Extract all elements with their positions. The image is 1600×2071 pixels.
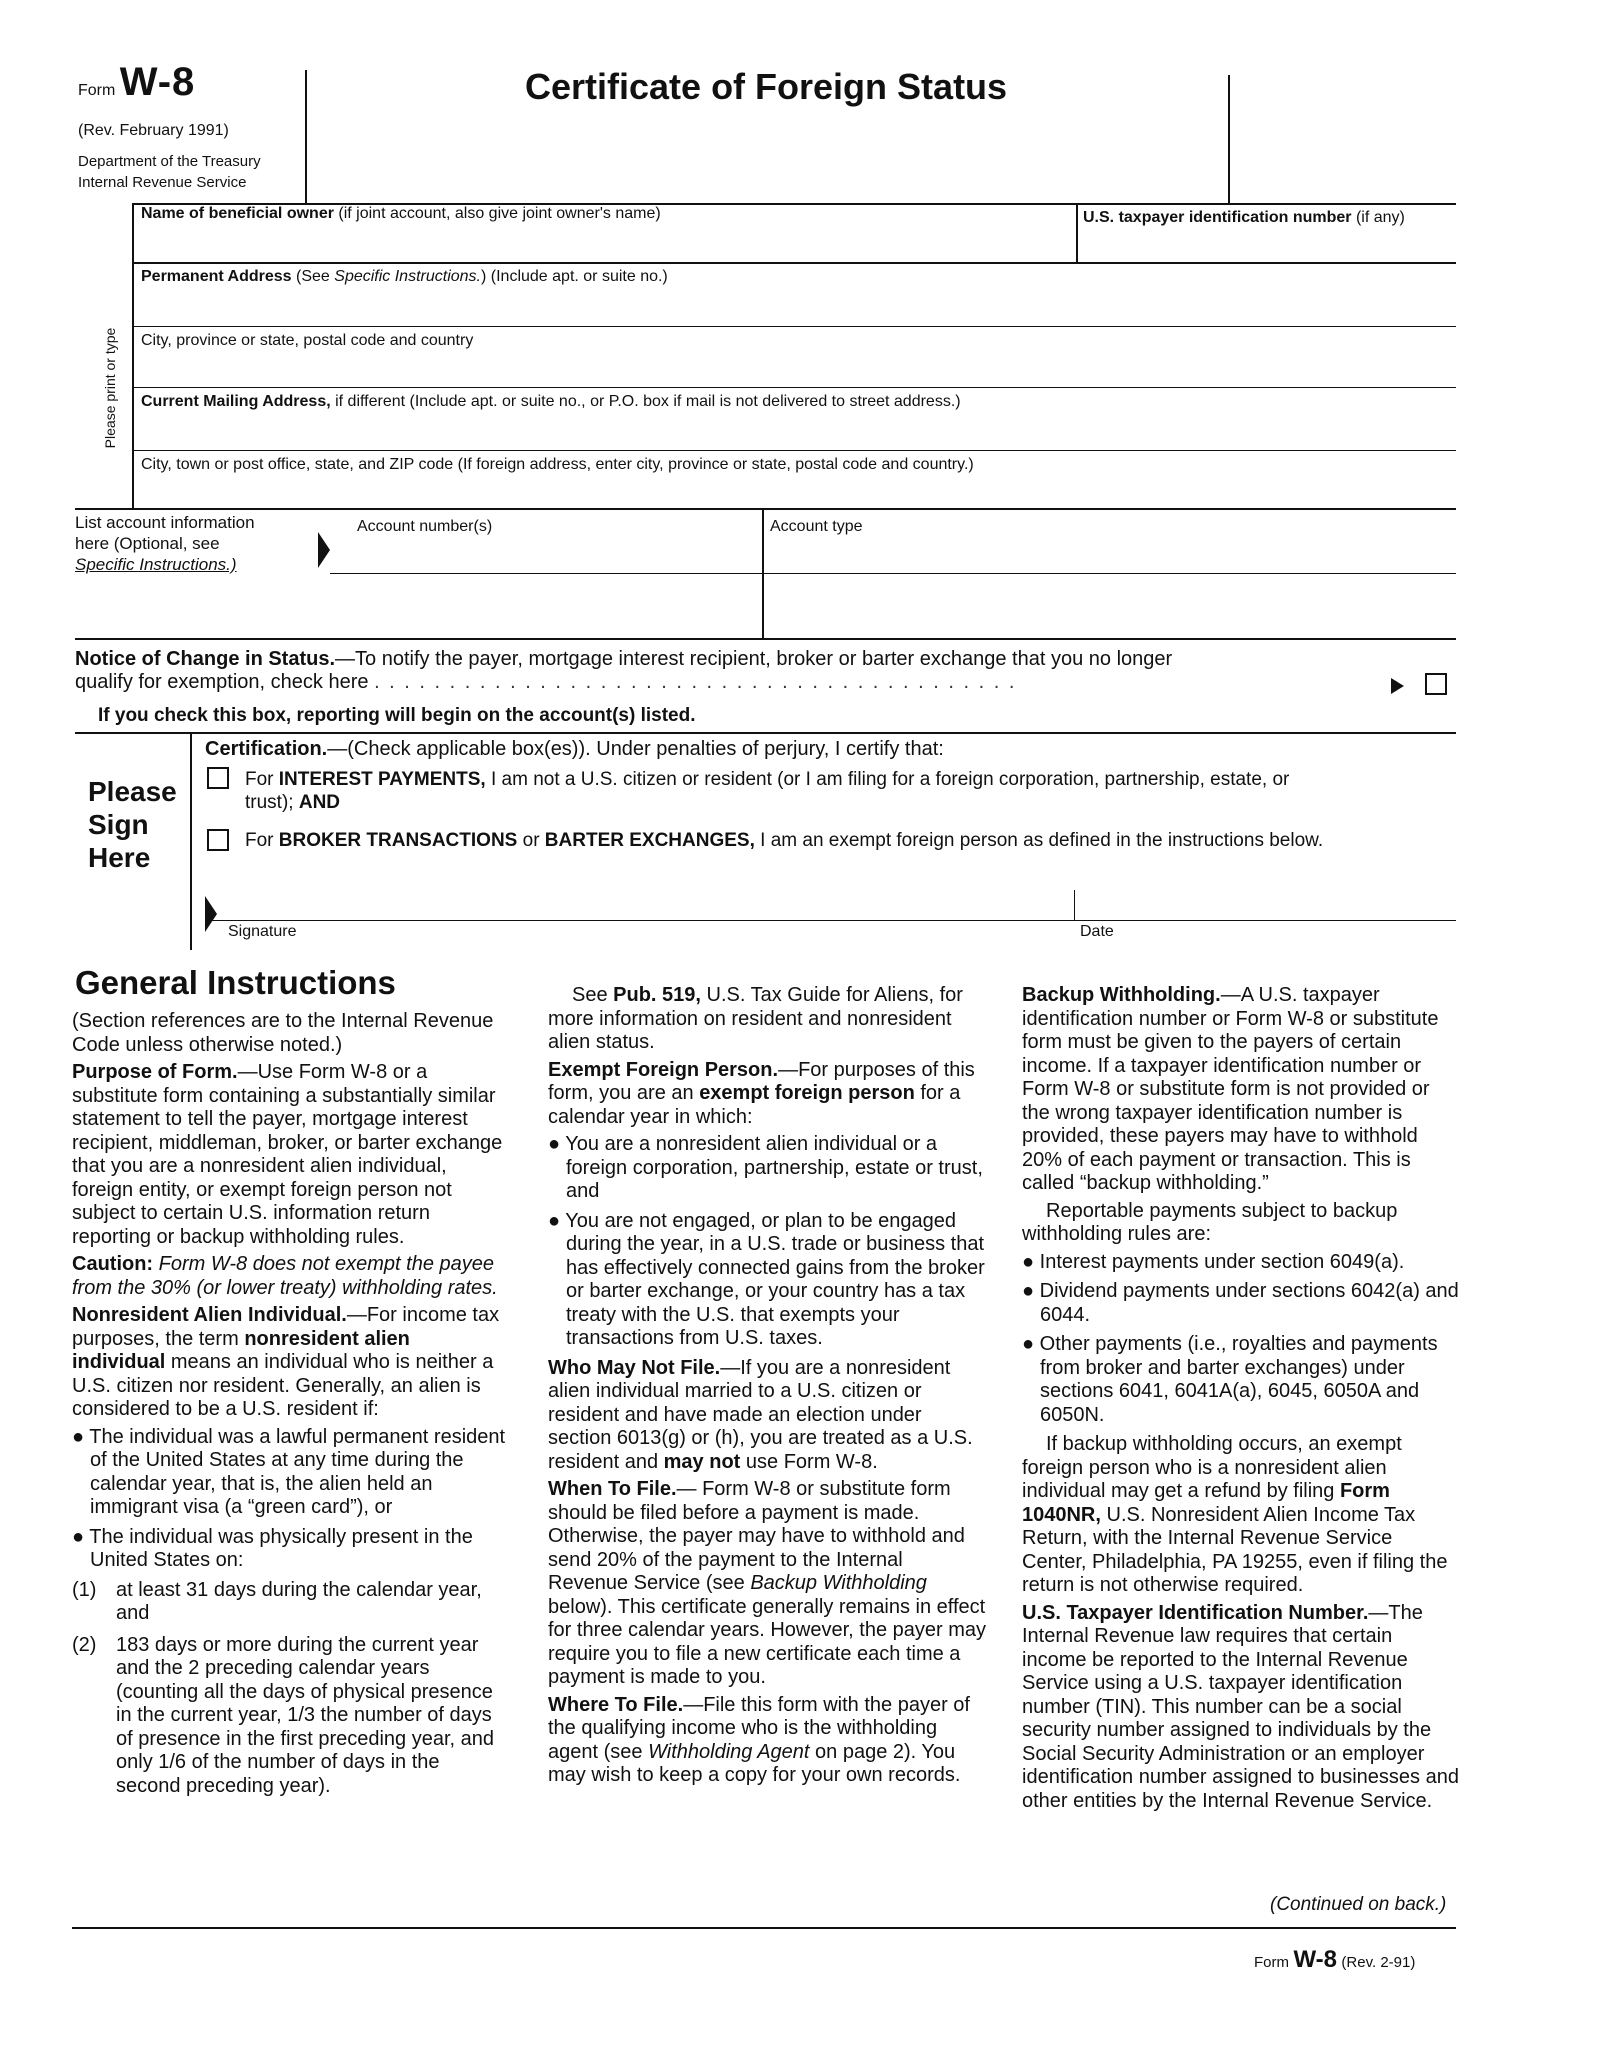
purpose-paragraph: Purpose of Form.—Use Form W-8 or a substitute form containing a substantially similar statement to tell the payer, mortgage interest recipient, middleman, broker, or barter exchange that you are a nonresident alien individual, foreign entity, or exempt foreign person not subject to certain U.S. information return reporting or backup withholding rules. — [72, 1061, 503, 1248]
list-item: (2) 183 days or more during the current year and the 2 preceding calendar years (counting all the days of physical presence in the current year, 1/3 the number of days of presence in the first preceding year, and only 1/6 of the number of days in the second preceding year). — [72, 1633, 495, 1797]
backup-withholding-paragraph: Backup Withholding.—A U.S. taxpayer identification number or Form W-8 or substitute form must be given to the payers of certain income. If a taxpayer identification number or Form W-8 or substitute form is not provided or the wrong taxpayer identification number is provided, these payers may have to withhold 20% of each payment or transaction. This is called “backup withholding.” — [1022, 984, 1439, 1194]
tin-divider — [1076, 203, 1078, 263]
who-may-not-file-paragraph: Who May Not File.—If you are a nonresident alien individual married to a U.S. citizen or resident and have made an election under section 6013(g) or (h), you are treated as a U.S. resident and may not use Form W-8. — [548, 1356, 973, 1473]
name-field-label: Name of beneficial owner (if joint account, also give joint owner's name) — [141, 205, 661, 222]
date-divider — [1074, 890, 1075, 920]
refund-paragraph: If backup withholding occurs, an exempt foreign person who is a nonresident alien individual may get a refund by filing Form 1040NR, U.S. Nonresident Alien Income Tax Return, with the Internal Revenue Service Center, Philadelphia, PA 19255, even if filing the return is not otherwise required. — [1022, 1433, 1448, 1596]
header-divider-left — [305, 70, 307, 205]
form-number: W-8 — [119, 60, 196, 104]
nonresident-paragraph: Nonresident Alien Individual.—For income tax purposes, the term nonresident alien individual means an individual who is neither a U.S. citizen nor resident. Generally, an alien is considered to be a U.S. resident if: — [72, 1304, 500, 1420]
form-id — [78, 60, 195, 105]
account-type-label: Account type — [770, 518, 863, 535]
date-input[interactable] — [1080, 890, 1450, 918]
instructions-heading: General Instructions — [75, 964, 396, 1001]
account-type-input-2[interactable] — [770, 578, 1450, 634]
city-town-label: City, town or post office, state, and ZIP code (If foreign address, enter city, province or state, postal code and country.) — [141, 456, 974, 473]
notice-of-change-checkbox[interactable] — [1425, 673, 1447, 695]
list-item: ● You are a nonresident alien individual or a foreign corporation, partnership, estate or trust, and — [548, 1133, 983, 1202]
broker-transactions-statement: For BROKER TRANSACTIONS or BARTER EXCHANGES, I am an exempt foreign person as defined in the instructions below. — [245, 830, 1324, 851]
exempt-paragraph: Exempt Foreign Person.—For purposes of this form, you are an exempt foreign person for a calendar year in which: — [548, 1058, 975, 1128]
header-divider-right — [1228, 75, 1230, 205]
rule-after-account — [75, 638, 1456, 640]
list-item: ● Other payments (i.e., royalties and payments from broker and barter exchanges) under sections 6041, 6041A(a), 6045, 6050A and 6050N. — [1022, 1333, 1438, 1426]
interest-payments-statement: For INTEREST PAYMENTS, I am not a U.S. citizen or resident (or I am filing for a foreign corporation, partnership, estate, or trust); AND — [245, 769, 1290, 813]
signature-label: Signature — [228, 923, 297, 940]
signature-input[interactable] — [220, 890, 1060, 918]
list-item: ● You are not engaged, or plan to be engaged during the year, in a U.S. trade or business that has effectively connected gains from the broker or barter exchange, or your country has a tax treaty with the U.S. that exempts your transactions from U.S. taxes. — [548, 1209, 985, 1349]
account-number-label: Account number(s) — [357, 518, 493, 535]
arrow-icon — [318, 532, 330, 568]
side-label: Please print or type — [102, 327, 118, 449]
broker-transactions-checkbox[interactable] — [207, 829, 229, 851]
list-item: ● Dividend payments under sections 6042(a) and 6044. — [1022, 1280, 1459, 1326]
account-row-rule — [330, 573, 1456, 574]
rule-before-sign — [75, 732, 1456, 734]
sign-block-divider — [190, 732, 192, 950]
tin-input[interactable] — [1083, 232, 1453, 262]
rule-after-mailing-address — [132, 450, 1456, 451]
date-label: Date — [1080, 923, 1114, 940]
signature-line — [205, 920, 1456, 921]
form-header — [0, 0, 1600, 205]
tin-field-label: U.S. taxpayer identification number (if any) — [1083, 209, 1405, 226]
form-title: Certificate of Foreign Status — [525, 66, 1008, 107]
interest-payments-checkbox[interactable] — [207, 767, 229, 789]
tin-paragraph: U.S. Taxpayer Identification Number.—The Internal Revenue law requires that certain income be reported to the Internal Revenue Service using a U.S. taxpayer identification number (TIN). This number can be a social security number assigned to individuals by the Social Security Administration or an employer identification number assigned to businesses and other entities by the Internal Revenue Service. — [1022, 1601, 1459, 1812]
reportable-payments-paragraph: Reportable payments subject to backup withholding rules are: — [1022, 1199, 1398, 1245]
where-to-file-paragraph: Where To File.—File this form with the payer of the qualifying income who is the withholding agent (see Withholding Agent on page 2). You may wish to keep a copy for your own records. — [548, 1693, 970, 1786]
city-province-label: City, province or state, postal code and country — [141, 332, 474, 349]
list-item: ● Interest payments under section 6049(a). — [1022, 1250, 1405, 1273]
footer-form-id: Form W-8 (Rev. 2-91) — [1254, 1946, 1416, 1973]
rule-after-perm-address — [132, 326, 1456, 327]
account-number-input-2[interactable] — [357, 578, 757, 634]
mailing-address-input[interactable] — [141, 415, 1451, 447]
instructions-column-2 — [548, 984, 988, 1792]
notice-text-2: qualify for exemption, check here — [75, 671, 369, 693]
rule-after-address-block — [75, 508, 1456, 510]
caution-paragraph: Caution: Form W-8 does not exempt the payee from the 30% (or lower treaty) withholding rates. — [72, 1253, 498, 1299]
name-input[interactable] — [141, 228, 1071, 262]
signature-arrow-icon — [205, 896, 217, 932]
department: Department of the Treasury — [78, 153, 261, 170]
certification-text: Certification.—(Check applicable box(es)). Under penalties of perjury, I certify that: — [205, 738, 944, 760]
when-to-file-paragraph: When To File.— Form W-8 or substitute form should be filed before a payment is made. Otherwise, the payer may have to withhold and send 20% of the payment to the Internal Revenue Service (see Backup Withholding below). This certificate generally remains in effect for three calendar years. However, the payer may require you to file a new certificate each time a payment is made to you. — [548, 1478, 986, 1688]
list-item: (1) at least 31 days during the calendar year, and — [72, 1578, 482, 1624]
rule-after-name — [132, 262, 1456, 264]
permanent-address-input[interactable] — [141, 290, 1451, 324]
rule-after-city-province — [132, 387, 1456, 388]
permanent-address-label: Permanent Address (See Specific Instructions.) (Include apt. or suite no.) — [141, 268, 668, 285]
instructions-column-3 — [1022, 984, 1462, 1817]
side-label-wrap — [90, 327, 118, 450]
notice-heading: Notice of Change in Status. — [75, 648, 336, 670]
list-item: ● The individual was physically present in the United States on: — [72, 1525, 473, 1571]
form-prefix: Form — [78, 82, 116, 99]
address-block-left-border — [132, 203, 134, 508]
continued-note: (Continued on back.) — [1270, 1894, 1447, 1915]
account-type-input[interactable] — [770, 540, 1450, 566]
section-note: (Section references are to the Internal Revenue Code unless otherwise noted.) — [72, 1010, 494, 1056]
city-province-input[interactable] — [141, 354, 1451, 386]
notice-leader-dots: . . . . . . . . . . . . . . . . . . . . . . . . . . . . . . . . . . . . . . . . . . . — [374, 671, 1017, 693]
please-sign-here: Please Sign Here — [88, 776, 177, 873]
mailing-address-label: Current Mailing Address, if different (Include apt. or suite no., or P.O. box if mail is not delivered to street address.) — [141, 393, 961, 410]
list-item: ● The individual was a lawful permanent resident of the United States at any time during the calendar year, that is, the alien held an immigrant visa (a “green card”), or — [72, 1425, 506, 1518]
form-revision: (Rev. February 1991) — [78, 122, 229, 139]
footer-rule — [72, 1927, 1456, 1929]
notice-warning: If you check this box, reporting will begin on the account(s) listed. — [98, 705, 696, 726]
arrow-right-icon — [1391, 678, 1404, 694]
account-info-note: List account information here (Optional, see Specific Instructions.) — [75, 513, 255, 574]
instructions-column-1 — [72, 1010, 508, 1806]
notice-of-change — [75, 648, 1415, 694]
pub-paragraph: See Pub. 519, U.S. Tax Guide for Aliens, for more information on resident and nonresident alien status. — [548, 984, 963, 1053]
city-town-input[interactable] — [141, 478, 1451, 506]
notice-text-1: —To notify the payer, mortgage interest recipient, broker or barter exchange that you no longer — [335, 648, 1173, 670]
account-number-input[interactable] — [357, 540, 757, 566]
agency: Internal Revenue Service — [78, 174, 247, 191]
